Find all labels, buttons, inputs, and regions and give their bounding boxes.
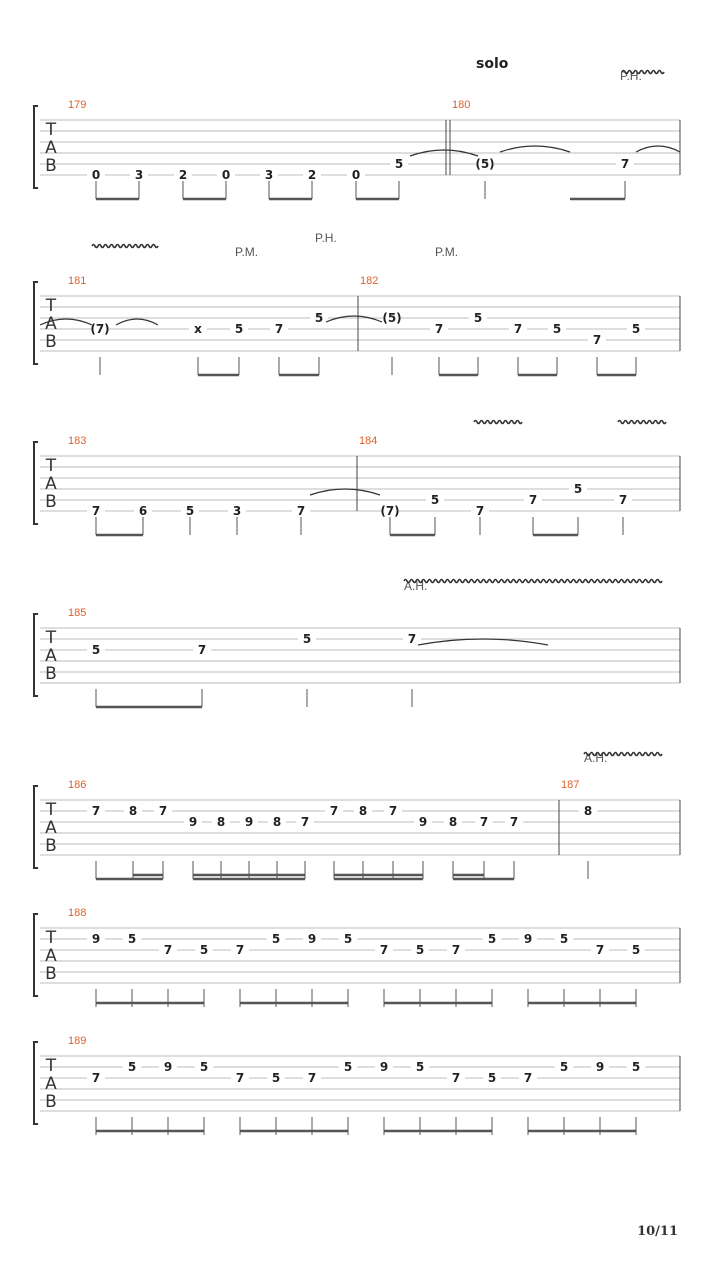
fret-number: 7 bbox=[158, 804, 168, 818]
tab-clef-letter: T bbox=[45, 456, 57, 476]
page-number: 10/11 bbox=[637, 1224, 678, 1239]
tab-clef-letter: B bbox=[45, 1092, 57, 1112]
tie-arc bbox=[116, 319, 158, 325]
fret-number: 7 bbox=[479, 815, 489, 829]
fret-number: 9 bbox=[418, 815, 428, 829]
tab-system bbox=[34, 579, 680, 707]
fret-number: (5) bbox=[382, 311, 402, 325]
fret-number: 8 bbox=[272, 815, 282, 829]
section-label: solo bbox=[476, 56, 509, 72]
fret-number: 5 bbox=[199, 1060, 209, 1074]
fret-number: 2 bbox=[307, 168, 317, 182]
measure-number: 188 bbox=[68, 907, 87, 919]
fret-number: 7 bbox=[407, 632, 417, 646]
fret-number: 9 bbox=[163, 1060, 173, 1074]
vibrato-line bbox=[618, 421, 666, 424]
tie-arc bbox=[418, 639, 548, 645]
measure-number: 187 bbox=[561, 779, 580, 791]
tie-arc bbox=[310, 489, 380, 495]
tab-clef-letter: A bbox=[45, 818, 57, 838]
fret-number: 7 bbox=[618, 493, 628, 507]
fret-number: 9 bbox=[244, 815, 254, 829]
tab-system bbox=[34, 751, 680, 879]
fret-number: (7) bbox=[380, 504, 400, 518]
tab-clef-letter: A bbox=[45, 138, 57, 158]
fret-number: 0 bbox=[221, 168, 231, 182]
fret-number: 7 bbox=[523, 1071, 533, 1085]
measure-number: 184 bbox=[359, 435, 378, 447]
fret-number: 5 bbox=[234, 322, 244, 336]
measure-number: 182 bbox=[360, 275, 379, 287]
fret-number: 5 bbox=[631, 1060, 641, 1074]
technique-annotation: P.M. bbox=[235, 245, 259, 259]
fret-number: 8 bbox=[128, 804, 138, 818]
fret-number: 5 bbox=[127, 932, 137, 946]
measure-number: 181 bbox=[68, 275, 87, 287]
fret-number: 8 bbox=[448, 815, 458, 829]
tab-clef-letter: A bbox=[45, 646, 57, 666]
technique-annotation: P.H. bbox=[620, 69, 642, 83]
tab-clef-letter: B bbox=[45, 332, 57, 352]
fret-number: 0 bbox=[91, 168, 101, 182]
fret-number: 5 bbox=[473, 311, 483, 325]
fret-number: 7 bbox=[91, 804, 101, 818]
fret-number: 5 bbox=[559, 1060, 569, 1074]
fret-number: 5 bbox=[430, 493, 440, 507]
fret-number: 9 bbox=[91, 932, 101, 946]
fret-number: 5 bbox=[271, 1071, 281, 1085]
tab-clef-letter: T bbox=[45, 1056, 57, 1076]
system-bracket bbox=[34, 914, 38, 996]
fret-number: 5 bbox=[91, 643, 101, 657]
fret-number: 7 bbox=[595, 943, 605, 957]
fret-number: 5 bbox=[302, 632, 312, 646]
tab-system bbox=[34, 1035, 680, 1135]
technique-annotation: P.M. bbox=[435, 245, 459, 259]
tab-clef-letter: T bbox=[45, 628, 57, 648]
fret-number: 7 bbox=[235, 1071, 245, 1085]
vibrato-line bbox=[92, 245, 158, 248]
measure-number: 189 bbox=[68, 1035, 87, 1047]
fret-number: 0 bbox=[351, 168, 361, 182]
vibrato-line bbox=[622, 71, 664, 74]
system-bracket bbox=[34, 106, 38, 188]
system-bracket bbox=[34, 442, 38, 524]
fret-number: 3 bbox=[134, 168, 144, 182]
fret-number: 7 bbox=[451, 1071, 461, 1085]
fret-number: 7 bbox=[91, 1071, 101, 1085]
tie-arc bbox=[500, 146, 570, 152]
fret-number: 7 bbox=[528, 493, 538, 507]
system-bracket bbox=[34, 614, 38, 696]
fret-number: 9 bbox=[188, 815, 198, 829]
fret-number: 5 bbox=[573, 482, 583, 496]
fret-number: 5 bbox=[631, 943, 641, 957]
tab-system bbox=[34, 907, 680, 1007]
tab-clef-letter: B bbox=[45, 836, 57, 856]
fret-number: 8 bbox=[583, 804, 593, 818]
tab-system bbox=[34, 421, 680, 536]
fret-number: 9 bbox=[595, 1060, 605, 1074]
fret-number: 6 bbox=[138, 504, 148, 518]
fret-number: 7 bbox=[300, 815, 310, 829]
tie-arc bbox=[326, 316, 382, 322]
fret-number: 7 bbox=[620, 157, 630, 171]
vibrato-line bbox=[404, 580, 662, 583]
fret-number: 2 bbox=[178, 168, 188, 182]
technique-annotation: A.H. bbox=[584, 751, 608, 765]
fret-number: 8 bbox=[358, 804, 368, 818]
measure-number: 186 bbox=[68, 779, 87, 791]
fret-number: 7 bbox=[434, 322, 444, 336]
system-bracket bbox=[34, 786, 38, 868]
fret-number: (7) bbox=[90, 322, 110, 336]
fret-number: 7 bbox=[329, 804, 339, 818]
fret-number: 3 bbox=[232, 504, 242, 518]
tab-clef-letter: T bbox=[45, 120, 57, 140]
measure-number: 183 bbox=[68, 435, 87, 447]
fret-number: 5 bbox=[487, 1071, 497, 1085]
fret-number: x bbox=[194, 322, 202, 336]
measure-number: 179 bbox=[68, 99, 87, 111]
fret-number: 9 bbox=[523, 932, 533, 946]
fret-number: 5 bbox=[394, 157, 404, 171]
fret-number: 5 bbox=[552, 322, 562, 336]
tab-clef-letter: B bbox=[45, 492, 57, 512]
tab-clef-letter: T bbox=[45, 800, 57, 820]
fret-number: 5 bbox=[631, 322, 641, 336]
fret-number: 7 bbox=[592, 333, 602, 347]
system-bracket bbox=[34, 1042, 38, 1124]
fret-number: 7 bbox=[91, 504, 101, 518]
fret-number: 5 bbox=[127, 1060, 137, 1074]
tab-clef-letter: A bbox=[45, 946, 57, 966]
fret-number: 5 bbox=[343, 1060, 353, 1074]
tie-arc bbox=[636, 146, 680, 152]
vibrato-line bbox=[584, 753, 662, 756]
measure-number: 185 bbox=[68, 607, 87, 619]
tab-clef-letter: B bbox=[45, 964, 57, 984]
systems-layer bbox=[34, 69, 680, 1135]
fret-number: 7 bbox=[163, 943, 173, 957]
vibrato-line bbox=[474, 421, 522, 424]
fret-number: 7 bbox=[197, 643, 207, 657]
fret-number: 7 bbox=[235, 943, 245, 957]
technique-annotation: A.H. bbox=[404, 579, 428, 593]
fret-number: 8 bbox=[216, 815, 226, 829]
tab-system bbox=[34, 69, 680, 199]
tab-clef-letter: A bbox=[45, 1074, 57, 1094]
fret-number: 5 bbox=[185, 504, 195, 518]
fret-number: 5 bbox=[271, 932, 281, 946]
fret-number: 9 bbox=[307, 932, 317, 946]
fret-number: 9 bbox=[379, 1060, 389, 1074]
fret-number: 5 bbox=[559, 932, 569, 946]
tab-clef-letter: T bbox=[45, 296, 57, 316]
fret-number: 7 bbox=[379, 943, 389, 957]
fret-number: 7 bbox=[296, 504, 306, 518]
fret-number: 5 bbox=[314, 311, 324, 325]
fret-number: 7 bbox=[509, 815, 519, 829]
fret-number: 7 bbox=[451, 943, 461, 957]
measure-number: 180 bbox=[452, 99, 471, 111]
tab-clef-letter: T bbox=[45, 928, 57, 948]
tab-clef-letter: A bbox=[45, 474, 57, 494]
system-bracket bbox=[34, 282, 38, 364]
fret-number: 5 bbox=[415, 1060, 425, 1074]
fret-number: 7 bbox=[388, 804, 398, 818]
tab-system bbox=[34, 231, 680, 375]
tab-clef-letter: A bbox=[45, 314, 57, 334]
fret-number: 3 bbox=[264, 168, 274, 182]
tab-clef-letter: B bbox=[45, 156, 57, 176]
fret-number: 5 bbox=[415, 943, 425, 957]
fret-number: 5 bbox=[343, 932, 353, 946]
fret-number: (5) bbox=[475, 157, 495, 171]
fret-number: 7 bbox=[307, 1071, 317, 1085]
fret-number: 5 bbox=[199, 943, 209, 957]
fret-number: 7 bbox=[513, 322, 523, 336]
fret-number: 7 bbox=[475, 504, 485, 518]
tab-clef-letter: B bbox=[45, 664, 57, 684]
fret-number: 7 bbox=[274, 322, 284, 336]
fret-number: 5 bbox=[487, 932, 497, 946]
technique-annotation: P.H. bbox=[315, 231, 337, 245]
